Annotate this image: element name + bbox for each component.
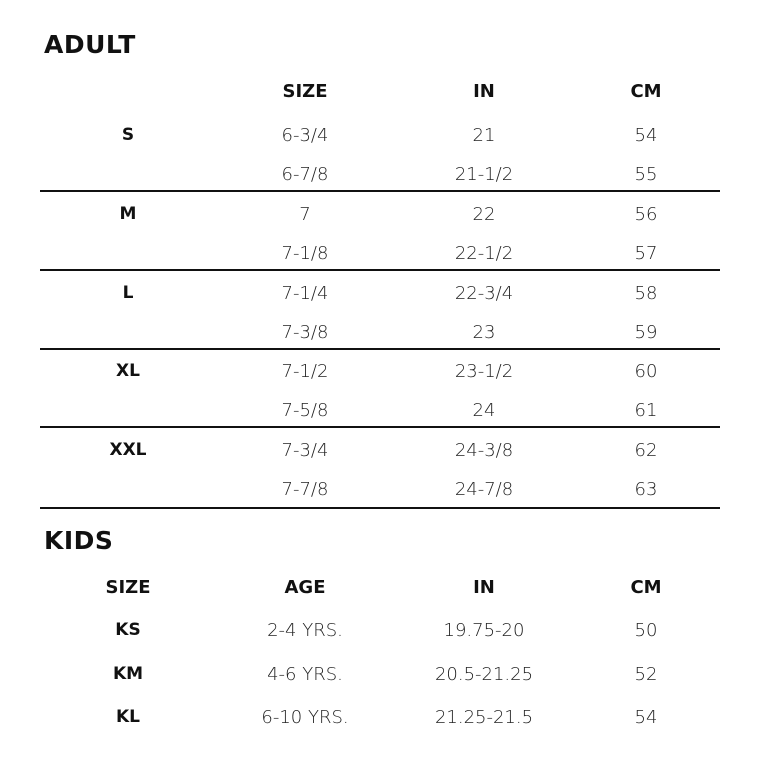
kids-header-in: IN (473, 577, 495, 598)
kids-cell: 6-10 YRS. (261, 707, 349, 728)
adult-cell: 21-1/2 (454, 164, 514, 185)
kids-cell: 52 (634, 664, 658, 685)
adult-cell: 6-3/4 (281, 125, 329, 146)
adult-cell: 7-1/8 (281, 243, 329, 264)
adult-header-size: SIZE (282, 81, 328, 102)
adult-cell: 54 (634, 125, 658, 146)
adult-header-in: IN (473, 81, 495, 102)
adult-size-label-xl: XL (116, 361, 140, 381)
kids-cell: 20.5-21.25 (434, 664, 534, 685)
kids-size-label-km: KM (112, 664, 144, 684)
adult-cell: 7-3/4 (281, 440, 329, 461)
adult-size-label-xxl: XXL (109, 440, 147, 460)
adult-cell: 7-1/4 (281, 283, 329, 304)
adult-cell: 21 (472, 125, 496, 146)
adult-cell: 7-5/8 (281, 400, 329, 421)
kids-cell: 19.75-20 (443, 620, 525, 641)
adult-cell: 7-3/8 (281, 322, 329, 343)
kids-header-age: AGE (284, 577, 326, 598)
kids-header-cm: CM (630, 577, 662, 598)
adult-cell: 23-1/2 (454, 361, 514, 382)
adult-cell: 7-1/2 (281, 361, 329, 382)
adult-cell: 6-7/8 (281, 164, 329, 185)
kids-section-title: KIDS (44, 526, 114, 555)
adult-size-label-l: L (122, 283, 134, 303)
group-divider (40, 190, 720, 192)
group-divider (40, 426, 720, 428)
adult-size-label-s: S (121, 125, 135, 145)
adult-cell: 7-7/8 (281, 479, 329, 500)
adult-size-label-m: M (119, 204, 137, 224)
kids-header-size: SIZE (105, 577, 151, 598)
adult-cell: 57 (634, 243, 658, 264)
kids-cell: 4-6 YRS. (267, 664, 343, 685)
kids-cell: 50 (634, 620, 658, 641)
adult-cell: 60 (634, 361, 658, 382)
adult-cell: 24-3/8 (454, 440, 514, 461)
adult-cell: 24-7/8 (454, 479, 514, 500)
adult-cell: 58 (634, 283, 658, 304)
adult-header-cm: CM (630, 81, 662, 102)
group-divider (40, 269, 720, 271)
adult-cell: 56 (634, 204, 658, 225)
adult-cell: 22-1/2 (454, 243, 514, 264)
adult-cell: 62 (634, 440, 658, 461)
adult-cell: 59 (634, 322, 658, 343)
adult-cell: 22 (472, 204, 496, 225)
adult-cell: 24 (472, 400, 496, 421)
kids-size-label-kl: KL (115, 707, 140, 727)
adult-cell: 22-3/4 (454, 283, 514, 304)
adult-cell: 23 (472, 322, 496, 343)
adult-section-title: ADULT (44, 30, 136, 59)
kids-cell: 54 (634, 707, 658, 728)
table-bottom-rule (40, 507, 720, 509)
adult-cell: 55 (634, 164, 658, 185)
group-divider (40, 348, 720, 350)
adult-cell: 7 (299, 204, 311, 225)
adult-cell: 61 (634, 400, 658, 421)
kids-cell: 2-4 YRS. (267, 620, 343, 641)
kids-cell: 21.25-21.5 (434, 707, 534, 728)
kids-size-label-ks: KS (115, 620, 141, 640)
adult-cell: 63 (634, 479, 658, 500)
